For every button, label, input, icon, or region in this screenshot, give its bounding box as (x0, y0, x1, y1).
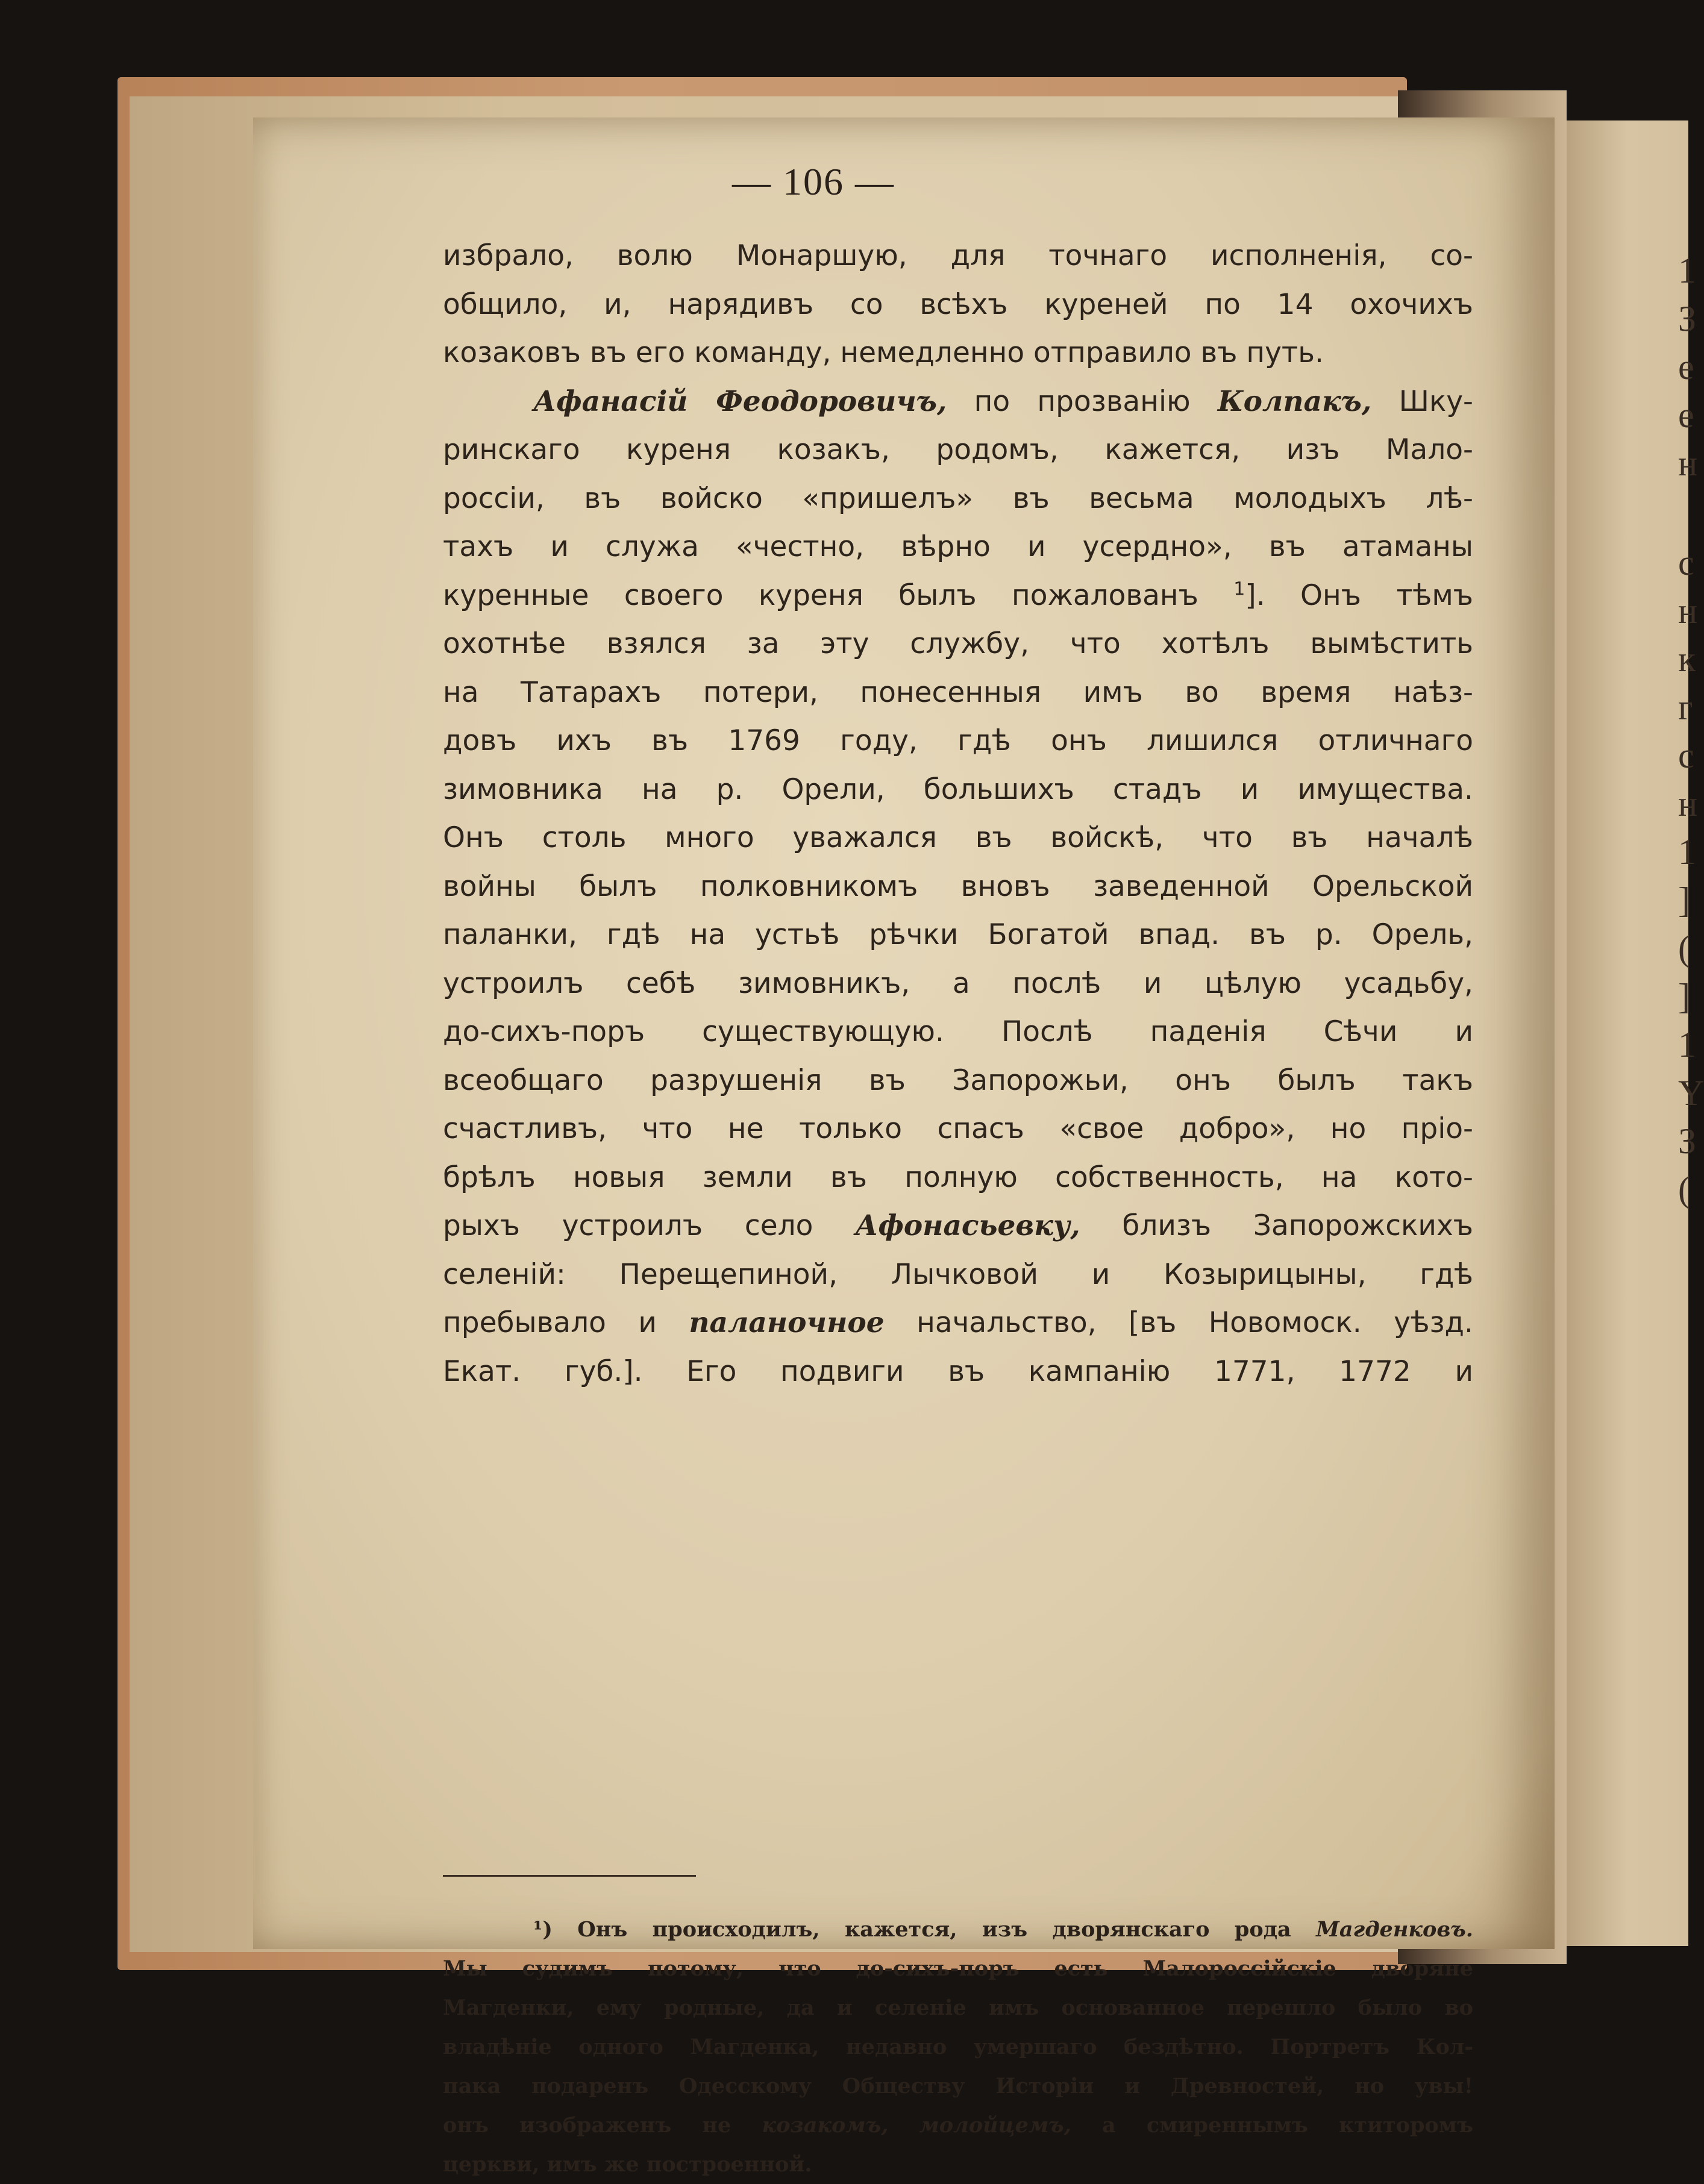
footnote-line: Мы судимъ потому, что до-сихъ-поръ есть Малороссійскіе дворяне (443, 1956, 1473, 1981)
emphasis-words: козакомъ, молойцемъ, (762, 2113, 1071, 2138)
text-line (443, 378, 1473, 427)
facing-glyph: ] (1678, 977, 1690, 1016)
text-fragment: рыхъ устроилъ село (443, 1209, 856, 1242)
footnote-line: Магденки, ему родные, да и селеніе имъ основанное перешло было во (443, 1995, 1473, 2020)
emphasis-word: паланочное (689, 1306, 885, 1339)
facing-glyph: н (1678, 591, 1698, 631)
text-fragment: ]. Онъ тѣмъ (1245, 578, 1473, 612)
footnote-line: владѣніе одного Магденка, недавно умершаго бездѣтно. Портретъ Кол- (443, 2035, 1473, 2059)
footnote-marker: 1 (1233, 578, 1245, 599)
facing-glyph: с (1678, 736, 1694, 775)
page-number: — 106 — (732, 160, 895, 203)
text-line: паланки, гдѣ на устьѣ рѣчки Богатой впад. въ р. Орель, (443, 918, 1473, 951)
facing-glyph: З (1678, 1121, 1697, 1161)
text-fragment: ¹) Онъ происходилъ, кажется, изъ дворянскаго рода (533, 1917, 1317, 1942)
facing-glyph: г (1678, 687, 1693, 727)
text-fragment: куренные своего куреня былъ пожалованъ (443, 578, 1234, 612)
footnote-line (443, 1910, 1473, 1949)
text-line: охотнѣе взялся за эту службу, что хотѣлъ вымѣстить (443, 627, 1473, 660)
facing-glyph: к (1678, 639, 1696, 679)
facing-glyph: З (1678, 299, 1697, 339)
text-fragment: Шку- (1371, 384, 1473, 418)
family-name: Магденковъ. (1316, 1917, 1473, 1942)
village-name: Афонасьевку, (855, 1209, 1080, 1242)
nickname: Колпакъ, (1217, 384, 1372, 418)
footnote-divider (443, 1875, 696, 1877)
person-name: Афанасій Феодоровичъ, (533, 384, 947, 418)
facing-glyph: 1 (1678, 832, 1696, 872)
facing-glyph: с (1678, 543, 1694, 583)
text-fragment: а смиреннымъ ктиторомъ (1071, 2113, 1474, 2138)
footnote-line: церкви, имъ же построенной. (443, 2152, 812, 2177)
text-line: козаковъ въ его команду, немедленно отправило въ путь. (443, 336, 1324, 369)
facing-glyph: ( (1678, 928, 1690, 968)
facing-glyph: Y (1678, 1073, 1704, 1113)
text-fragment: по прозванію (947, 384, 1218, 418)
text-line: зимовника на р. Орели, большихъ стадъ и имущества. (443, 772, 1473, 806)
text-line: довъ ихъ въ 1769 году, гдѣ онъ лишился отличнаго (443, 724, 1473, 757)
text-line: войны былъ полковникомъ вновъ заведенной Орельской (443, 869, 1473, 903)
facing-glyph: 1 (1678, 1025, 1696, 1065)
text-fragment: онъ изображенъ не (443, 2113, 762, 2138)
facing-glyph: ( (1678, 1169, 1690, 1209)
text-line: ринскаго куреня козакъ, родомъ, кажется, изъ Мало- (443, 433, 1473, 466)
text-line: тахъ и служа «честно, вѣрно и усердно», въ атаманы (443, 530, 1473, 563)
facing-glyph: е (1678, 395, 1694, 435)
footnote-line (443, 2106, 1473, 2145)
text-line: устроилъ себѣ зимовникъ, а послѣ и цѣлую усадьбу, (443, 966, 1473, 1000)
facing-glyph: ] (1678, 880, 1690, 920)
text-fragment: пребывало и (443, 1306, 689, 1339)
text-line (443, 1202, 1473, 1251)
facing-page-fragment (1567, 120, 1704, 1946)
facing-glyph: н (1678, 443, 1698, 483)
text-line: россіи, въ войско «пришелъ» въ весьма молодыхъ лѣ- (443, 481, 1473, 515)
text-line: на Татарахъ потери, понесенныя имъ во время наѣз- (443, 675, 1473, 709)
text-line (443, 572, 1473, 621)
text-line: всеобщаго разрушенія въ Запорожьи, онъ былъ такъ (443, 1063, 1473, 1097)
footnote-line: пака подаренъ Одесскому Обществу Исторіи и Древностей, но увы! (443, 2074, 1473, 2098)
text-line: до-сихъ-поръ существующую. Послѣ паденія Сѣчи и (443, 1015, 1473, 1048)
text-line: брѣлъ новыя земли въ полную собственность, на кото- (443, 1160, 1473, 1194)
book-page (253, 117, 1555, 2177)
body-text (443, 232, 1473, 1396)
text-line: избрало, волю Монаршую, для точнаго исполненія, со- (443, 239, 1473, 272)
text-line: общило, и, нарядивъ со всѣхъ куреней по 14 охочихъ (443, 287, 1473, 321)
text-line: селеній: Перещепиной, Лычковой и Козырицыны, гдѣ (443, 1257, 1473, 1291)
facing-glyph: н (1678, 784, 1698, 824)
text-line: Екат. губ.]. Его подвиги въ кампанію 1771, 1772 и (443, 1354, 1473, 1388)
facing-glyph: 1 (1678, 251, 1696, 290)
text-line: Онъ столь много уважался въ войскѣ, что въ началѣ (443, 821, 1473, 854)
text-fragment: начальство, [въ Новомоск. уѣзд. (884, 1306, 1473, 1339)
facing-glyph: е (1678, 347, 1694, 387)
footnote (443, 1910, 1473, 2184)
text-line (443, 1299, 1473, 1348)
text-line: счастливъ, что не только спасъ «свое добро», но пріо- (443, 1112, 1473, 1145)
text-fragment: близъ Запорожскихъ (1080, 1209, 1473, 1242)
